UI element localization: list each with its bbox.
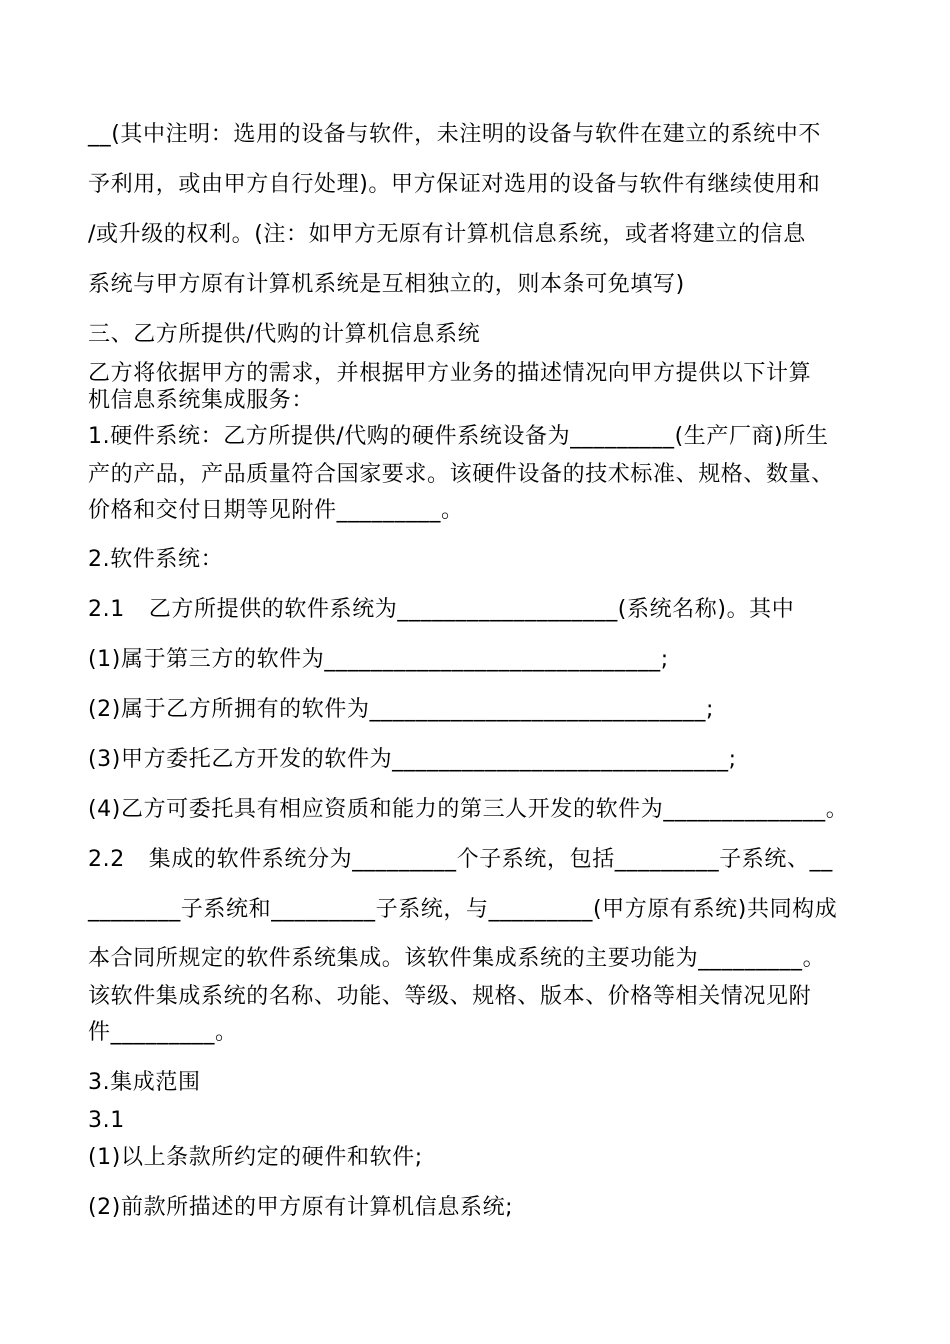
clause-heading: 2.软件系统： (88, 547, 224, 572)
paragraph-line: 产的产品，产品质量符合国家要求。该硬件设备的技术标准、规格、数量、 (88, 462, 834, 487)
clause-number: 2.2 (88, 847, 125, 872)
clause-text: 集成的软件系统分为_________个子系统，包括_________子系统、__ (148, 847, 833, 872)
clause-number: 2.1 (88, 597, 125, 622)
paragraph-line: 乙方将依据甲方的需求，并根据甲方业务的描述情况向甲方提供以下计算 (88, 361, 812, 386)
paragraph-line: 予利用，或由甲方自行处理)。甲方保证对选用的设备与软件有继续使用和 (88, 172, 821, 197)
paragraph-line: 系统与甲方原有计算机系统是互相独立的，则本条可免填写) (88, 272, 685, 297)
paragraph-line: ________子系统和_________子系统，与_________(甲方原有系统)共同构成 (88, 897, 838, 922)
list-item: (3)甲方委托乙方开发的软件为_____________________________; (88, 747, 737, 772)
clause-2-2 (88, 847, 833, 873)
list-item: (1)以上条款所约定的硬件和软件; (88, 1145, 423, 1170)
section-heading: 三、乙方所提供/代购的计算机信息系统 (88, 322, 481, 347)
paragraph-line: __(其中注明：选用的设备与软件，未注明的设备与软件在建立的系统中不 (88, 122, 821, 147)
section-heading: 3.集成范围 (88, 1070, 201, 1095)
list-item: (1)属于第三方的软件为_____________________________; (88, 647, 669, 672)
paragraph-line: /或升级的权利。(注：如甲方无原有计算机信息系统，或者将建立的信息 (88, 222, 806, 247)
list-item: (2)前款所描述的甲方原有计算机信息系统; (88, 1195, 514, 1220)
paragraph-line: 件_________。 (88, 1020, 238, 1045)
paragraph-line: 该软件集成系统的名称、功能、等级、规格、版本、价格等相关情况见附 (88, 984, 812, 1009)
list-item: (4)乙方可委托具有相应资质和能力的第三人开发的软件为______________。 (88, 797, 849, 822)
paragraph-line: 机信息系统集成服务： (88, 388, 315, 413)
clause-number: 3.1 (88, 1108, 125, 1133)
clause-2-1 (88, 597, 794, 623)
paragraph-line: 本合同所规定的软件系统集成。该软件集成系统的主要功能为_________。 (88, 946, 826, 971)
list-item: (2)属于乙方所拥有的软件为_____________________________; (88, 697, 714, 722)
paragraph-line: 价格和交付日期等见附件_________。 (88, 498, 464, 523)
paragraph-line: 1.硬件系统：乙方所提供/代购的硬件系统设备为_________(生产厂商)所生 (88, 424, 829, 449)
clause-text: 乙方所提供的软件系统为___________________(系统名称)。其中 (148, 597, 795, 622)
